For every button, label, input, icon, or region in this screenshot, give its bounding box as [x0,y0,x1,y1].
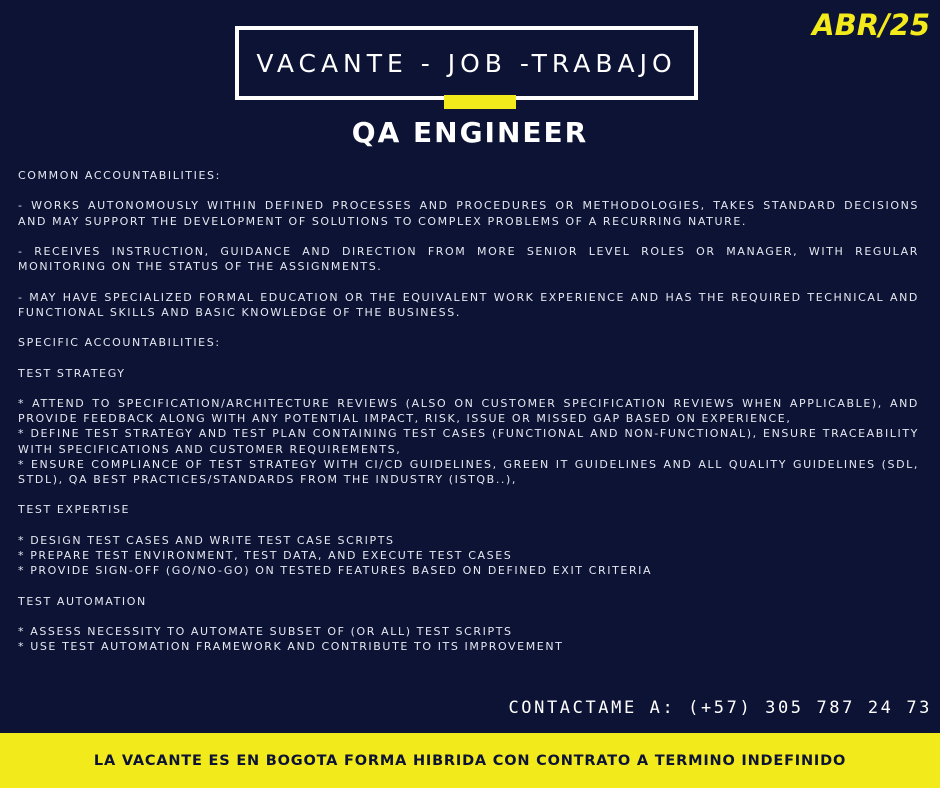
page-title: VACANTE - JOB -TRABAJO [256,48,677,78]
test-expertise-item: * PROVIDE SIGN-OFF (GO/NO-GO) ON TESTED FEATURES BASED ON DEFINED EXIT CRITERIA [18,564,653,578]
common-item: - WORKS AUTONOMOUSLY WITHIN DEFINED PROCESSES AND PROCEDURES OR METHODOLOGIES, TAKES STANDARD DECISIONS AND MAY SUPPORT THE DEVELOPMENT OF SOLUTIONS TO COMPLEX PROBLEMS OF A RECURRING NATURE. [18,199,919,228]
role-title: QA ENGINEER [351,116,589,149]
test-automation-item: * ASSESS NECESSITY TO AUTOMATE SUBSET OF (OR ALL) TEST SCRIPTS [18,624,513,638]
common-heading: COMMON ACCOUNTABILITIES: [18,169,221,182]
test-automation-heading: TEST AUTOMATION [18,594,147,608]
job-description [18,168,919,654]
common-item: - MAY HAVE SPECIALIZED FORMAL EDUCATION OR THE EQUIVALENT WORK EXPERIENCE AND HAS THE REQUIRED TECHNICAL AND FUNCTIONAL SKILLS AND BASIC KNOWLEDGE OF THE BUSINESS. [18,290,919,319]
title-box [235,26,698,100]
date-badge: ABR/25 [812,8,930,42]
test-expertise-item: * PREPARE TEST ENVIRONMENT, TEST DATA, AND EXECUTE TEST CASES [18,548,513,562]
contact-phone: CONTACTAME A: (+57) 305 787 24 73 [508,698,932,718]
footer-banner [0,733,940,788]
test-strategy-item: * ATTEND TO SPECIFICATION/ARCHITECTURE REVIEWS (ALSO ON CUSTOMER SPECIFICATION REVIEWS WHEN APPLICABLE), AND PROVIDE FEEDBACK ALONG WITH ANY POTENTIAL IMPACT, RISK, ISSUE OR MISSED GAP BASED ON EXPERIENCE, [18,396,919,426]
test-expertise-heading: TEST EXPERTISE [18,503,131,517]
test-automation-item: * USE TEST AUTOMATION FRAMEWORK AND CONTRIBUTE TO ITS IMPROVEMENT [18,640,564,654]
test-expertise-item: * DESIGN TEST CASES AND WRITE TEST CASE SCRIPTS [18,533,395,547]
common-item: - RECEIVES INSTRUCTION, GUIDANCE AND DIRECTION FROM MORE SENIOR LEVEL ROLES OR MANAGER, WITH REGULAR MONITORING ON THE STATUS OF THE ASSIGNMENTS. [18,244,919,274]
title-accent-bar [444,95,516,109]
specific-heading: SPECIFIC ACCOUNTABILITIES: [18,336,221,350]
test-strategy-item: * ENSURE COMPLIANCE OF TEST STRATEGY WITH CI/CD GUIDELINES, GREEN IT GUIDELINES AND ALL QUALITY GUIDELINES (SDL, STDL), QA BEST PRACTICES/STANDARDS FROM THE INDUSTRY (ISTQB..), [18,457,919,486]
test-strategy-item: * DEFINE TEST STRATEGY AND TEST PLAN CONTAINING TEST CASES (FUNCTIONAL AND NON-FUNCTIONAL), ENSURE TRACEABILITY WITH SPECIFICATIONS AND CUSTOMER REQUIREMENTS, [18,427,919,456]
footer-text: LA VACANTE ES EN BOGOTA FORMA HIBRIDA CON CONTRATO A TERMINO INDEFINIDO [93,752,847,769]
test-strategy-heading: TEST STRATEGY [18,366,126,380]
